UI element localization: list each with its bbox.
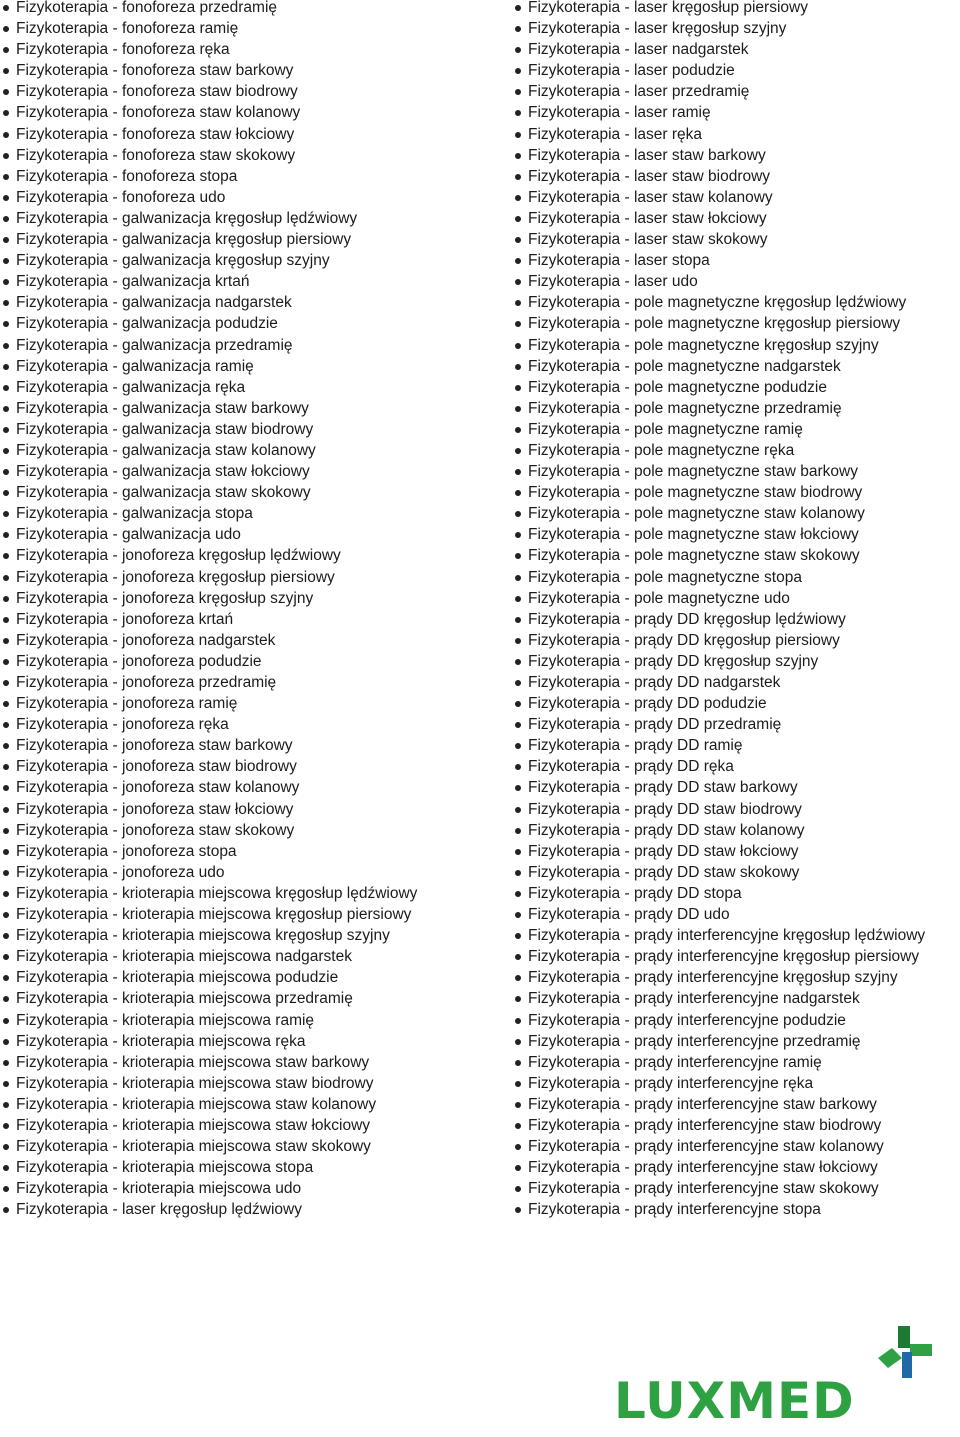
list-item: Fizykoterapia - laser staw skokowy <box>512 229 944 250</box>
list-item: Fizykoterapia - jonoforeza nadgarstek <box>0 630 432 651</box>
list-item: Fizykoterapia - galwanizacja ramię <box>0 356 432 377</box>
list-item: Fizykoterapia - pole magnetyczne przedramię <box>512 398 944 419</box>
list-item: Fizykoterapia - laser staw biodrowy <box>512 166 944 187</box>
list-item: Fizykoterapia - pole magnetyczne ramię <box>512 419 944 440</box>
list-item: Fizykoterapia - prądy DD przedramię <box>512 714 944 735</box>
list-item: Fizykoterapia - jonoforeza stopa <box>0 841 432 862</box>
list-item: Fizykoterapia - prądy interferencyjne stopa <box>512 1199 944 1220</box>
list-item: Fizykoterapia - pole magnetyczne staw kolanowy <box>512 503 944 524</box>
list-item: Fizykoterapia - jonoforeza kręgosłup piersiowy <box>0 567 432 588</box>
list-item: Fizykoterapia - fonoforeza ręka <box>0 39 432 60</box>
list-item: Fizykoterapia - pole magnetyczne stopa <box>512 567 944 588</box>
list-item: Fizykoterapia - laser przedramię <box>512 81 944 102</box>
list-item: Fizykoterapia - prądy interferencyjne kręgosłup szyjny <box>512 967 944 988</box>
list-item: Fizykoterapia - laser staw kolanowy <box>512 187 944 208</box>
list-item: Fizykoterapia - krioterapia miejscowa ręka <box>0 1031 432 1052</box>
list-item: Fizykoterapia - galwanizacja podudzie <box>0 313 432 334</box>
list-item: Fizykoterapia - prądy DD staw skokowy <box>512 862 944 883</box>
left-column-list <box>0 0 432 1220</box>
list-item: Fizykoterapia - prądy interferencyjne kręgosłup piersiowy <box>512 946 944 967</box>
list-item: Fizykoterapia - prądy DD stopa <box>512 883 944 904</box>
list-item: Fizykoterapia - fonoforeza staw kolanowy <box>0 102 432 123</box>
list-item: Fizykoterapia - prądy DD udo <box>512 904 944 925</box>
list-item: Fizykoterapia - krioterapia miejscowa kręgosłup szyjny <box>0 925 432 946</box>
list-item: Fizykoterapia - galwanizacja staw barkowy <box>0 398 432 419</box>
list-item: Fizykoterapia - galwanizacja kręgosłup szyjny <box>0 250 432 271</box>
list-item: Fizykoterapia - prądy interferencyjne staw kolanowy <box>512 1136 944 1157</box>
list-item: Fizykoterapia - pole magnetyczne podudzie <box>512 377 944 398</box>
list-item: Fizykoterapia - laser stopa <box>512 250 944 271</box>
list-item: Fizykoterapia - pole magnetyczne kręgosłup lędźwiowy <box>512 292 944 313</box>
list-item: Fizykoterapia - prądy interferencyjne staw łokciowy <box>512 1157 944 1178</box>
list-item: Fizykoterapia - jonoforeza staw barkowy <box>0 735 432 756</box>
list-item: Fizykoterapia - pole magnetyczne staw skokowy <box>512 545 944 566</box>
list-item: Fizykoterapia - jonoforeza staw skokowy <box>0 820 432 841</box>
logo-wordmark: LUXMED <box>614 1372 855 1430</box>
list-item: Fizykoterapia - prądy DD kręgosłup piersiowy <box>512 630 944 651</box>
list-item: Fizykoterapia - pole magnetyczne staw biodrowy <box>512 482 944 503</box>
list-item: Fizykoterapia - krioterapia miejscowa staw łokciowy <box>0 1115 432 1136</box>
list-item: Fizykoterapia - pole magnetyczne udo <box>512 588 944 609</box>
list-item: Fizykoterapia - pole magnetyczne staw łokciowy <box>512 524 944 545</box>
list-item: Fizykoterapia - prądy interferencyjne kręgosłup lędźwiowy <box>512 925 944 946</box>
list-item: Fizykoterapia - fonoforeza staw barkowy <box>0 60 432 81</box>
list-item: Fizykoterapia - prądy DD podudzie <box>512 693 944 714</box>
list-item: Fizykoterapia - jonoforeza udo <box>0 862 432 883</box>
list-item: Fizykoterapia - galwanizacja ręka <box>0 377 432 398</box>
list-item: Fizykoterapia - laser nadgarstek <box>512 39 944 60</box>
list-item: Fizykoterapia - krioterapia miejscowa staw kolanowy <box>0 1094 432 1115</box>
list-item: Fizykoterapia - pole magnetyczne nadgarstek <box>512 356 944 377</box>
list-item: Fizykoterapia - laser staw łokciowy <box>512 208 944 229</box>
list-item: Fizykoterapia - prądy DD staw biodrowy <box>512 799 944 820</box>
list-item: Fizykoterapia - jonoforeza staw biodrowy <box>0 756 432 777</box>
list-item: Fizykoterapia - pole magnetyczne kręgosłup szyjny <box>512 335 944 356</box>
list-item: Fizykoterapia - krioterapia miejscowa staw biodrowy <box>0 1073 432 1094</box>
list-item: Fizykoterapia - galwanizacja staw biodrowy <box>0 419 432 440</box>
luxmed-logo-graphic <box>612 1322 942 1432</box>
list-item: Fizykoterapia - krioterapia miejscowa stopa <box>0 1157 432 1178</box>
list-item: Fizykoterapia - galwanizacja przedramię <box>0 335 432 356</box>
list-item: Fizykoterapia - prądy DD staw łokciowy <box>512 841 944 862</box>
list-item: Fizykoterapia - prądy interferencyjne staw skokowy <box>512 1178 944 1199</box>
list-item: Fizykoterapia - fonoforeza ramię <box>0 18 432 39</box>
list-item: Fizykoterapia - krioterapia miejscowa staw barkowy <box>0 1052 432 1073</box>
list-item: Fizykoterapia - prądy DD nadgarstek <box>512 672 944 693</box>
list-item: Fizykoterapia - pole magnetyczne ręka <box>512 440 944 461</box>
list-item: Fizykoterapia - pole magnetyczne staw barkowy <box>512 461 944 482</box>
list-item: Fizykoterapia - prądy DD kręgosłup lędźwiowy <box>512 609 944 630</box>
list-item: Fizykoterapia - krioterapia miejscowa podudzie <box>0 967 432 988</box>
list-item: Fizykoterapia - fonoforeza staw biodrowy <box>0 81 432 102</box>
list-item: Fizykoterapia - galwanizacja staw kolanowy <box>0 440 432 461</box>
list-item: Fizykoterapia - prądy DD ramię <box>512 735 944 756</box>
list-item: Fizykoterapia - jonoforeza ramię <box>0 693 432 714</box>
list-item: Fizykoterapia - krioterapia miejscowa kręgosłup lędźwiowy <box>0 883 432 904</box>
list-item: Fizykoterapia - galwanizacja nadgarstek <box>0 292 432 313</box>
list-item: Fizykoterapia - galwanizacja udo <box>0 524 432 545</box>
list-item: Fizykoterapia - jonoforeza kręgosłup lędźwiowy <box>0 545 432 566</box>
list-item: Fizykoterapia - galwanizacja krtań <box>0 271 432 292</box>
list-item: Fizykoterapia - galwanizacja kręgosłup piersiowy <box>0 229 432 250</box>
list-item: Fizykoterapia - krioterapia miejscowa nadgarstek <box>0 946 432 967</box>
list-item: Fizykoterapia - fonoforeza staw łokciowy <box>0 124 432 145</box>
list-item: Fizykoterapia - jonoforeza staw kolanowy <box>0 777 432 798</box>
luxmed-logo <box>612 1322 942 1432</box>
right-column-list <box>512 0 944 1220</box>
list-item: Fizykoterapia - jonoforeza staw łokciowy <box>0 799 432 820</box>
list-item: Fizykoterapia - galwanizacja staw skokowy <box>0 482 432 503</box>
cross-icon <box>878 1326 932 1378</box>
list-item: Fizykoterapia - pole magnetyczne kręgosłup piersiowy <box>512 313 944 334</box>
list-item: Fizykoterapia - prądy interferencyjne ręka <box>512 1073 944 1094</box>
list-item: Fizykoterapia - prądy DD staw kolanowy <box>512 820 944 841</box>
list-item: Fizykoterapia - prądy interferencyjne nadgarstek <box>512 988 944 1009</box>
list-item: Fizykoterapia - krioterapia miejscowa udo <box>0 1178 432 1199</box>
list-item: Fizykoterapia - galwanizacja staw łokciowy <box>0 461 432 482</box>
list-item: Fizykoterapia - laser ramię <box>512 102 944 123</box>
list-item: Fizykoterapia - fonoforeza stopa <box>0 166 432 187</box>
list-item: Fizykoterapia - prądy DD kręgosłup szyjny <box>512 651 944 672</box>
list-item: Fizykoterapia - galwanizacja kręgosłup lędźwiowy <box>0 208 432 229</box>
list-item: Fizykoterapia - laser kręgosłup piersiowy <box>512 0 944 18</box>
list-item: Fizykoterapia - prądy DD ręka <box>512 756 944 777</box>
list-item: Fizykoterapia - laser kręgosłup szyjny <box>512 18 944 39</box>
list-item: Fizykoterapia - prądy interferencyjne staw barkowy <box>512 1094 944 1115</box>
list-item: Fizykoterapia - prądy interferencyjne ramię <box>512 1052 944 1073</box>
list-item: Fizykoterapia - fonoforeza staw skokowy <box>0 145 432 166</box>
list-item: Fizykoterapia - krioterapia miejscowa przedramię <box>0 988 432 1009</box>
list-item: Fizykoterapia - laser ręka <box>512 124 944 145</box>
list-item: Fizykoterapia - prądy interferencyjne przedramię <box>512 1031 944 1052</box>
list-item: Fizykoterapia - jonoforeza przedramię <box>0 672 432 693</box>
list-item: Fizykoterapia - krioterapia miejscowa kręgosłup piersiowy <box>0 904 432 925</box>
list-item: Fizykoterapia - prądy DD staw barkowy <box>512 777 944 798</box>
list-item: Fizykoterapia - laser kręgosłup lędźwiowy <box>0 1199 432 1220</box>
list-item: Fizykoterapia - laser staw barkowy <box>512 145 944 166</box>
list-item: Fizykoterapia - laser podudzie <box>512 60 944 81</box>
list-item: Fizykoterapia - krioterapia miejscowa ramię <box>0 1010 432 1031</box>
list-item: Fizykoterapia - krioterapia miejscowa staw skokowy <box>0 1136 432 1157</box>
list-item: Fizykoterapia - fonoforeza przedramię <box>0 0 432 18</box>
list-item: Fizykoterapia - jonoforeza ręka <box>0 714 432 735</box>
list-item: Fizykoterapia - prądy interferencyjne staw biodrowy <box>512 1115 944 1136</box>
list-item: Fizykoterapia - jonoforeza kręgosłup szyjny <box>0 588 432 609</box>
list-item: Fizykoterapia - fonoforeza udo <box>0 187 432 208</box>
list-item: Fizykoterapia - prądy interferencyjne podudzie <box>512 1010 944 1031</box>
list-item: Fizykoterapia - jonoforeza krtań <box>0 609 432 630</box>
list-item: Fizykoterapia - laser udo <box>512 271 944 292</box>
list-item: Fizykoterapia - galwanizacja stopa <box>0 503 432 524</box>
list-item: Fizykoterapia - jonoforeza podudzie <box>0 651 432 672</box>
